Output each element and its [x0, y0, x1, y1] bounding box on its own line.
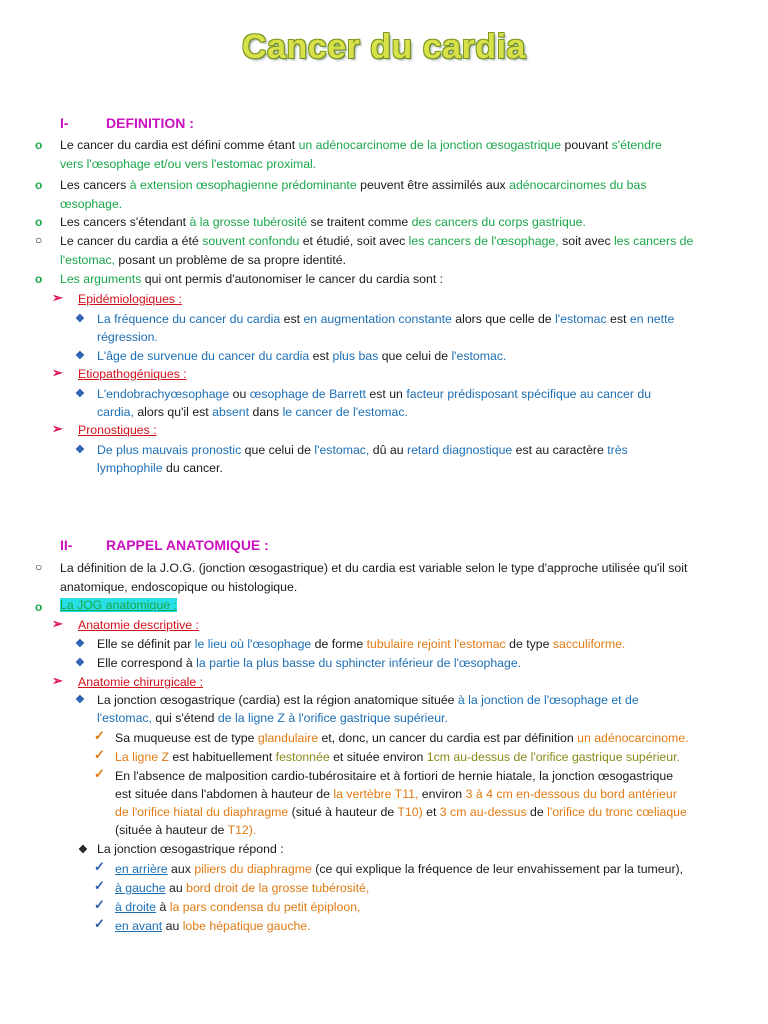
text: T12).	[227, 823, 257, 837]
text: La définition de la J.O.G. (jonction œsogastrique) et du cardia est variable selon le type d'approche utilisée qu'il soit	[60, 561, 688, 575]
bullet-o: o	[35, 138, 43, 152]
text: tubulaire rejoint	[366, 637, 451, 651]
text: en arrière	[115, 862, 168, 876]
text: l'estomac.	[451, 349, 507, 363]
text: souvent confondu	[202, 234, 300, 248]
bullet-o: o	[35, 272, 43, 286]
bullet-o: o	[35, 178, 43, 192]
text: piliers du diaphragme	[194, 862, 312, 876]
text: des cancers du corps gastrique.	[411, 215, 586, 229]
text: bord droit de la grosse tubérosité,	[186, 881, 370, 895]
paragraph-check-3	[115, 767, 755, 839]
text: qui s'étend	[151, 711, 218, 725]
check-bullet-icon: ✓	[94, 766, 105, 781]
arrow-bullet-icon: ➢	[52, 365, 63, 380]
text: absent	[212, 405, 250, 419]
text: la partie la plus basse du sphincter inférieur de l'œsophage.	[196, 656, 522, 670]
text: Elle se définit par	[97, 637, 195, 651]
diamond-outline-bullet-icon: ❖	[75, 444, 85, 456]
arrow-bullet-icon: ➢	[52, 290, 63, 305]
text: L'âge de survenue du cancer du cardia	[97, 349, 310, 363]
heading-jog-anatomique	[60, 598, 177, 612]
text: (situé à hauteur de	[288, 805, 398, 819]
subheading-epidemiologiques: Epidémiologiques :	[78, 292, 182, 306]
text: anatomique, endoscopique ou histologique.	[60, 580, 298, 594]
paragraph-definition-4	[60, 232, 740, 270]
section-number: II-	[60, 537, 73, 553]
text: en nette	[629, 312, 675, 326]
text: est habituellement	[169, 750, 276, 764]
text: et, donc, un cancer du cardia est par définition	[318, 731, 578, 745]
diamond-outline-bullet-icon: ❖	[78, 844, 88, 856]
text: En l'absence de malposition cardio-tubérositaire et à fortiori de hernie hiatale, la jonction œsogastrique	[115, 769, 674, 783]
text: à la grosse tubérosité	[189, 215, 308, 229]
text: à	[156, 900, 170, 914]
paragraph-check-2	[115, 748, 745, 766]
text: est	[280, 312, 304, 326]
bullet-circle: ○	[35, 560, 43, 574]
text: Le cancer du cardia est défini comme étant	[60, 138, 299, 152]
text: retard diagnostique	[406, 443, 513, 457]
text: au	[165, 881, 187, 895]
bullet-circle: ○	[35, 233, 43, 247]
text: facteur prédisposant spécifique au cancer du	[406, 387, 652, 401]
text: peuvent être assimilés aux	[356, 178, 510, 192]
text: les cancers de l'œsophage,	[408, 234, 559, 248]
text: dans	[249, 405, 283, 419]
paragraph-prono-1	[97, 441, 737, 477]
text: et étudié, soit avec	[299, 234, 409, 248]
text: Les cancers s'étendant	[60, 215, 190, 229]
text: le lieu où l'œsophage	[194, 637, 312, 651]
text: régression.	[97, 330, 158, 344]
text: De plus mauvais pronostic	[97, 443, 242, 457]
paragraph-definition-1	[60, 136, 740, 174]
text: du cancer.	[162, 461, 223, 475]
text: plus bas	[332, 349, 379, 363]
text: l'estomac	[454, 637, 506, 651]
text: (située à hauteur de	[115, 823, 228, 837]
text: environ	[418, 787, 466, 801]
text: sacculiforme.	[552, 637, 626, 651]
paragraph-chirurgicale-1	[97, 691, 747, 727]
text: 1cm au-dessus de l'orifice gastrique supérieur.	[426, 750, 680, 764]
page-title: Cancer du cardia	[242, 28, 526, 66]
text: Les cancers	[60, 178, 130, 192]
paragraph-anatomie-1	[60, 559, 750, 597]
check-bullet-icon: ✓	[94, 916, 105, 931]
paragraph-repond-1	[115, 860, 683, 878]
text: pouvant	[561, 138, 612, 152]
paragraph-epidemio-2	[97, 347, 737, 365]
text: aux	[167, 862, 195, 876]
text: 3 à 4 cm en-dessous du bord antérieur	[465, 787, 677, 801]
text: (ce qui explique la fréquence de leur envahissement par la tumeur),	[311, 862, 684, 876]
text: et	[422, 805, 440, 819]
text: de la ligne Z à l'orifice gastrique supérieur.	[217, 711, 448, 725]
text: glandulaire	[257, 731, 319, 745]
text: alors qu'il est	[133, 405, 213, 419]
diamond-bullet-icon: ❖	[75, 350, 85, 362]
text: La fréquence du cancer du cardia	[97, 312, 281, 326]
text: Elle correspond à	[97, 656, 197, 670]
text: en avant	[115, 919, 163, 933]
text: Les arguments	[60, 272, 142, 286]
diamond-bullet-icon: ❖	[75, 657, 85, 669]
text: Le cancer du cardia a été	[60, 234, 203, 248]
check-bullet-icon: ✓	[94, 878, 105, 893]
paragraph-repond-4	[115, 917, 311, 935]
bullet-o: o	[35, 215, 43, 229]
text: œsophage.	[60, 197, 123, 211]
text: la pars condensa du petit épiploon,	[169, 900, 361, 914]
diamond-bullet-icon: ❖	[75, 694, 85, 706]
paragraph-repond-2	[115, 879, 369, 897]
text: à extension œsophagienne prédominante	[129, 178, 357, 192]
paragraph-definition-3	[60, 213, 740, 232]
paragraph-definition-5	[60, 270, 740, 289]
text: de l'orifice hiatal du diaphragme	[115, 805, 289, 819]
check-bullet-icon: ✓	[94, 747, 105, 762]
text: cardia,	[97, 405, 134, 419]
subheading-etiopathogeniques: Etiopathogéniques :	[78, 367, 187, 381]
text: que celui de	[378, 349, 452, 363]
text: les cancers de	[614, 234, 694, 248]
paragraph-repond-3	[115, 898, 360, 916]
text: Sa muqueuse est de type	[115, 731, 258, 745]
text: l'estomac,	[60, 253, 115, 267]
text: qui ont permis d'autonomiser le cancer du cardia sont :	[141, 272, 444, 286]
text: l'estomac,	[314, 443, 370, 457]
text: et située environ	[329, 750, 427, 764]
arrow-bullet-icon: ➢	[52, 421, 63, 436]
text: T10)	[397, 805, 423, 819]
text: à la jonction de l'œsophage et de	[457, 693, 639, 707]
text: dû au	[369, 443, 407, 457]
section-label: DEFINITION :	[106, 115, 194, 131]
text: que celui de	[241, 443, 315, 457]
text: l'orifice du tronc cœliaque	[547, 805, 687, 819]
text: un adénocarcinome.	[577, 731, 689, 745]
subheading-pronostiques: Pronostiques :	[78, 423, 157, 437]
section-heading-rappel-anatomique	[60, 537, 269, 553]
text: l'estomac,	[97, 711, 152, 725]
paragraph-descriptive-2	[97, 654, 747, 672]
paragraph-repond-heading: La jonction œsogastrique répond :	[97, 842, 284, 856]
text: 3 cm au-dessus	[439, 805, 527, 819]
text: soit avec	[558, 234, 615, 248]
text: est située dans l'abdomen à hauteur de	[115, 787, 334, 801]
text: La JOG anatomique :	[60, 598, 177, 612]
check-bullet-icon: ✓	[94, 897, 105, 912]
text: à droite	[115, 900, 157, 914]
text: alors que celle de	[451, 312, 556, 326]
check-bullet-icon: ✓	[94, 728, 105, 743]
text: à gauche	[115, 881, 166, 895]
text: l'estomac	[555, 312, 607, 326]
text: un adénocarcinome de la jonction œsogastrique	[298, 138, 562, 152]
text: en augmentation constante	[303, 312, 452, 326]
subheading-anatomie-descriptive: Anatomie descriptive :	[78, 618, 199, 632]
diamond-bullet-icon: ❖	[75, 638, 85, 650]
text: très	[607, 443, 628, 457]
subheading-anatomie-chirurgicale: Anatomie chirurgicale :	[78, 675, 204, 689]
text: festonnée	[275, 750, 330, 764]
text: ou	[229, 387, 250, 401]
paragraph-epidemio-1	[97, 310, 737, 346]
section-label: RAPPEL ANATOMIQUE :	[106, 537, 269, 553]
paragraph-definition-2	[60, 176, 740, 214]
paragraph-check-1	[115, 729, 745, 747]
diamond-bullet-icon: ❖	[75, 313, 85, 325]
bullet-o: o	[35, 600, 43, 614]
text: est	[309, 349, 333, 363]
check-bullet-icon: ✓	[94, 859, 105, 874]
text: la vertèbre T11,	[333, 787, 419, 801]
section-heading-definition	[60, 115, 194, 131]
text: de	[526, 805, 548, 819]
text: de forme	[311, 637, 367, 651]
text: lymphophile	[97, 461, 163, 475]
text: s'étendre	[611, 138, 662, 152]
text: de type	[505, 637, 553, 651]
text: La jonction œsogastrique (cardia) est la région anatomique située	[97, 693, 458, 707]
arrow-bullet-icon: ➢	[52, 616, 63, 631]
diamond-bullet-icon: ❖	[75, 388, 85, 400]
text: lobe hépatique gauche.	[182, 919, 311, 933]
text: La ligne Z	[115, 750, 170, 764]
text: se traitent comme	[307, 215, 412, 229]
text: vers l'œsophage et/ou vers l'estomac proximal.	[60, 157, 317, 171]
text: L'endobrachyœsophage	[97, 387, 230, 401]
text: œsophage de Barrett	[249, 387, 366, 401]
paragraph-etio-1	[97, 385, 737, 421]
text: est un	[365, 387, 407, 401]
text: posant un problème de sa propre identité.	[114, 253, 347, 267]
text: adénocarcinomes du bas	[509, 178, 647, 192]
text: le cancer de l'estomac.	[282, 405, 408, 419]
text: est	[606, 312, 630, 326]
text: est au caractère	[512, 443, 608, 457]
arrow-bullet-icon: ➢	[52, 673, 63, 688]
text: au	[162, 919, 183, 933]
paragraph-descriptive-1	[97, 635, 747, 653]
section-number: I-	[60, 115, 69, 131]
